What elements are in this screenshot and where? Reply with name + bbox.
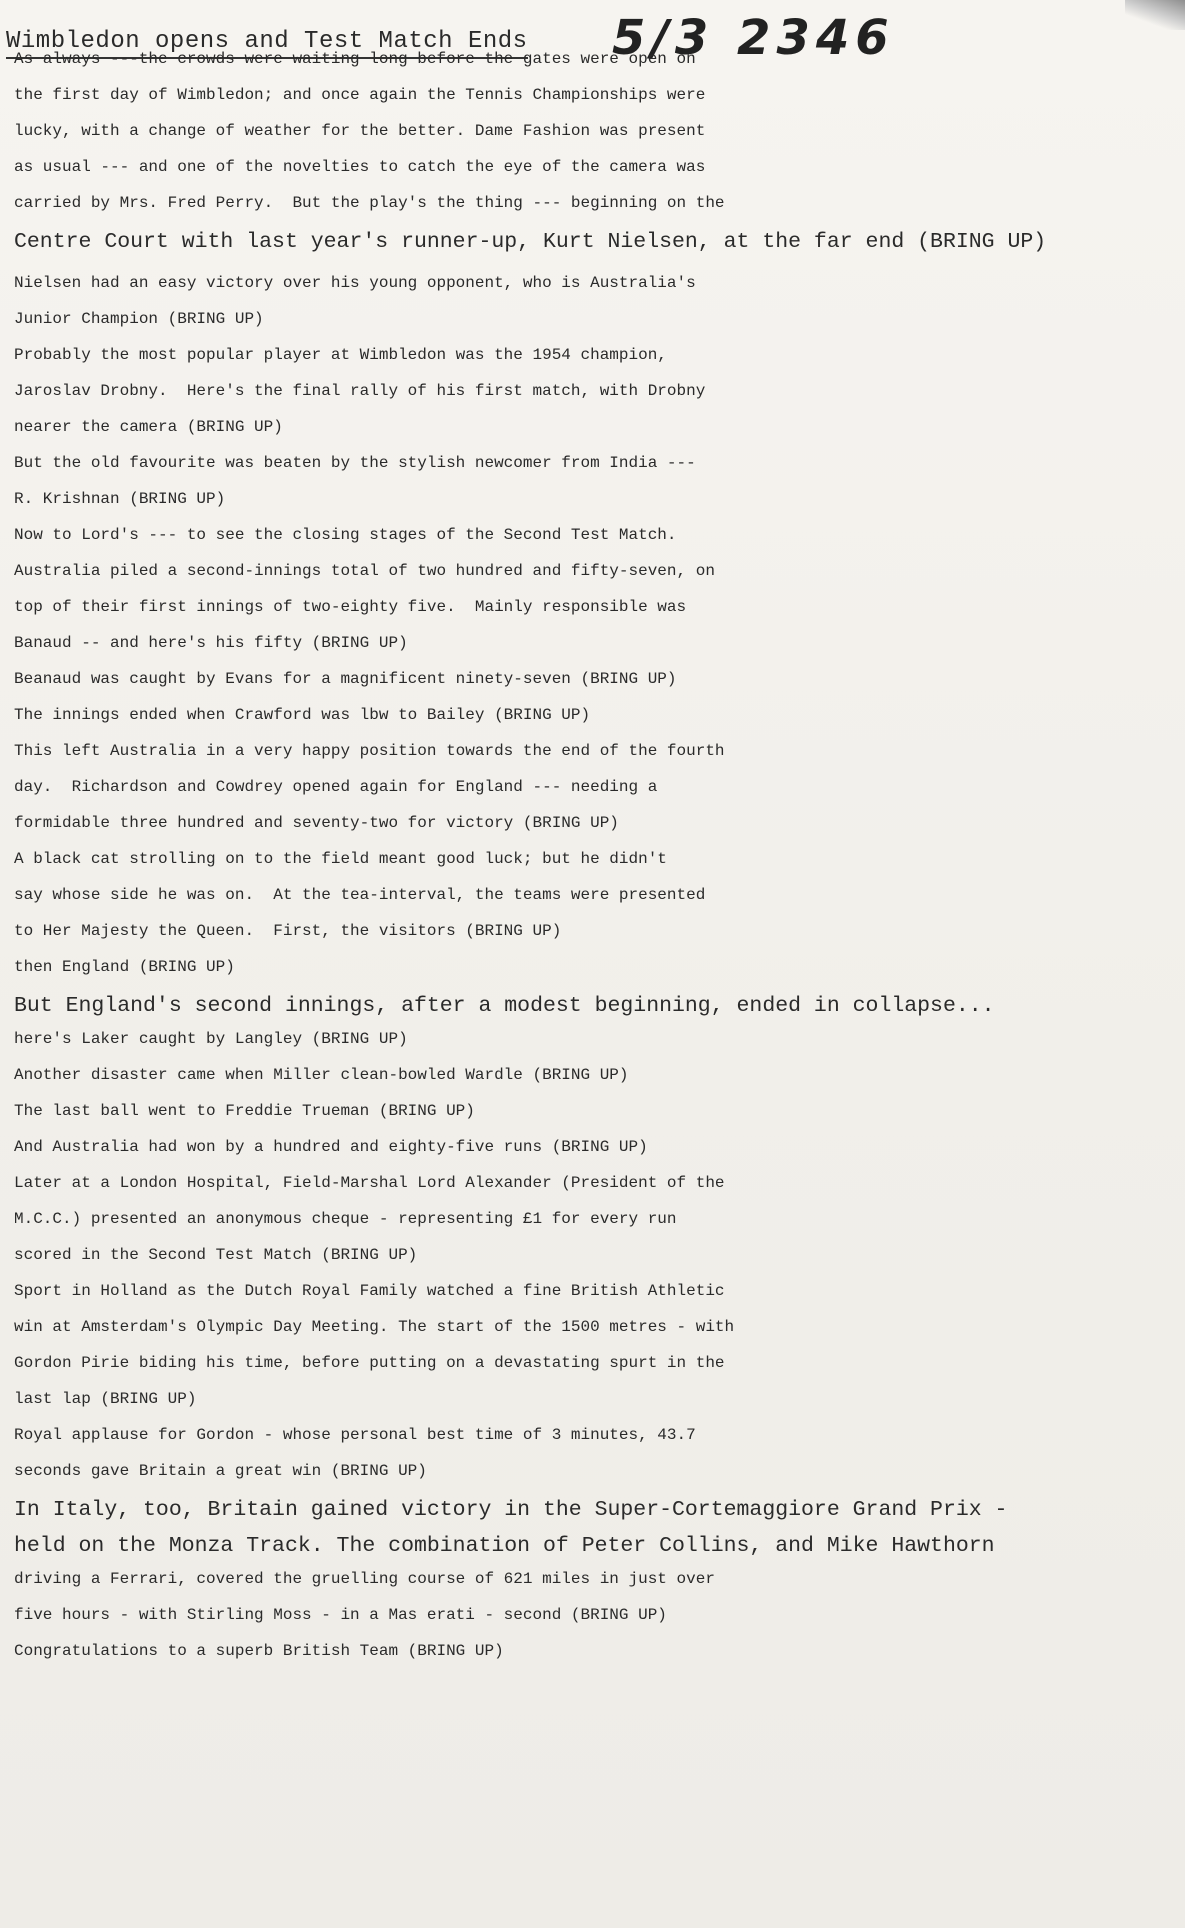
text-line: top of their first innings of two-eighty five. Mainly responsible was xyxy=(14,598,687,616)
text-line: Sport in Holland as the Dutch Royal Family watched a fine British Athletic xyxy=(14,1282,725,1300)
text-line: five hours - with Stirling Moss - in a Mas erati - second (BRING UP) xyxy=(14,1606,667,1624)
text-line: say whose side he was on. At the tea-interval, the teams were presented xyxy=(14,886,706,904)
text-line: carried by Mrs. Fred Perry. But the play's the thing --- beginning on the xyxy=(14,194,725,212)
text-line: As always ---the crowds were waiting long before the gates were open on xyxy=(14,50,696,68)
text-line: to Her Majesty the Queen. First, the visitors (BRING UP) xyxy=(14,922,562,940)
text-line: Congratulations to a superb British Team (BRING UP) xyxy=(14,1642,504,1660)
text-line: day. Richardson and Cowdrey opened again for England --- needing a xyxy=(14,778,658,796)
text-line: here's Laker caught by Langley (BRING UP) xyxy=(14,1030,408,1048)
text-line: nearer the camera (BRING UP) xyxy=(14,418,283,436)
text-line: driving a Ferrari, covered the gruelling course of 621 miles in just over xyxy=(14,1570,715,1588)
text-line: This left Australia in a very happy position towards the end of the fourth xyxy=(14,742,725,760)
text-line: Gordon Pirie biding his time, before putting on a devastating spurt in the xyxy=(14,1354,725,1372)
text-line: The last ball went to Freddie Trueman (BRING UP) xyxy=(14,1102,475,1120)
reference-number: 5/3 2346 xyxy=(612,10,895,66)
text-line: Later at a London Hospital, Field-Marshal Lord Alexander (President of the xyxy=(14,1174,725,1192)
text-line: win at Amsterdam's Olympic Day Meeting. The start of the 1500 metres - with xyxy=(14,1318,735,1336)
text-line: seconds gave Britain a great win (BRING UP) xyxy=(14,1462,427,1480)
text-line: Australia piled a second-innings total of two hundred and fifty-seven, on xyxy=(14,562,715,580)
text-line: Centre Court with last year's runner-up, Kurt Nielsen, at the far end (BRING UP) xyxy=(14,230,1047,254)
text-line: A black cat strolling on to the field meant good luck; but he didn't xyxy=(14,850,667,868)
text-line: Jaroslav Drobny. Here's the final rally of his first match, with Drobny xyxy=(14,382,706,400)
text-line: Probably the most popular player at Wimbledon was the 1954 champion, xyxy=(14,346,667,364)
text-line: M.C.C.) presented an anonymous cheque - representing £1 for every run xyxy=(14,1210,677,1228)
text-line: held on the Monza Track. The combination of Peter Collins, and Mike Hawthorn xyxy=(14,1534,995,1558)
text-line: the first day of Wimbledon; and once again the Tennis Championships were xyxy=(14,86,706,104)
text-line: Junior Champion (BRING UP) xyxy=(14,310,264,328)
text-line: Banaud -- and here's his fifty (BRING UP) xyxy=(14,634,408,652)
text-line: formidable three hundred and seventy-two for victory (BRING UP) xyxy=(14,814,619,832)
text-line: lucky, with a change of weather for the better. Dame Fashion was present xyxy=(14,122,706,140)
text-line: And Australia had won by a hundred and eighty-five runs (BRING UP) xyxy=(14,1138,648,1156)
text-line: Royal applause for Gordon - whose personal best time of 3 minutes, 43.7 xyxy=(14,1426,696,1444)
text-line: In Italy, too, Britain gained victory in the Super-Cortemaggiore Grand Prix - xyxy=(14,1498,1008,1522)
document-title: Wimbledon opens and Test Match Ends xyxy=(6,28,528,59)
text-line: Now to Lord's --- to see the closing stages of the Second Test Match. xyxy=(14,526,677,544)
text-line: as usual --- and one of the novelties to catch the eye of the camera was xyxy=(14,158,706,176)
text-line: Another disaster came when Miller clean-bowled Wardle (BRING UP) xyxy=(14,1066,629,1084)
text-line: But the old favourite was beaten by the stylish newcomer from India --- xyxy=(14,454,696,472)
text-line: last lap (BRING UP) xyxy=(14,1390,197,1408)
text-line: Nielsen had an easy victory over his young opponent, who is Australia's xyxy=(14,274,696,292)
text-line: scored in the Second Test Match (BRING UP) xyxy=(14,1246,418,1264)
document-body xyxy=(14,50,1164,1678)
text-line: then England (BRING UP) xyxy=(14,958,235,976)
text-line: R. Krishnan (BRING UP) xyxy=(14,490,226,508)
text-line: The innings ended when Crawford was lbw to Bailey (BRING UP) xyxy=(14,706,591,724)
text-line: But England's second innings, after a modest beginning, ended in collapse... xyxy=(14,994,995,1018)
text-line: Beanaud was caught by Evans for a magnificent ninety-seven (BRING UP) xyxy=(14,670,677,688)
